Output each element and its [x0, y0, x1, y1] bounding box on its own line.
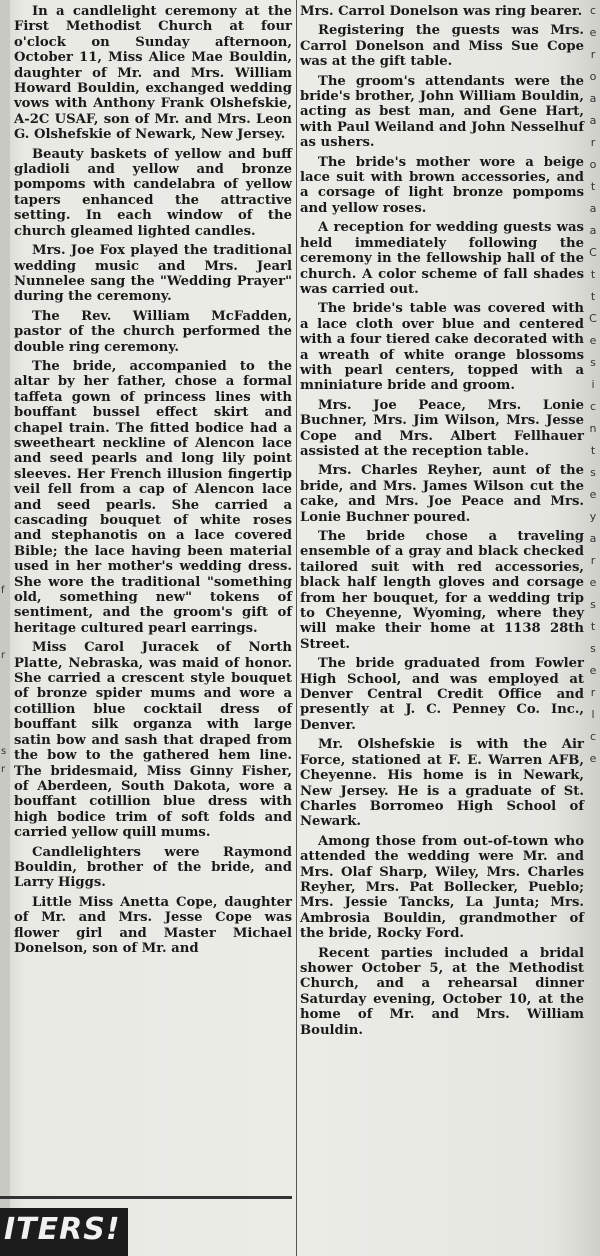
paragraph: Registering the guests was Mrs. Carrol Donelson and Miss Sue Cope was at the gift table.: [300, 23, 584, 70]
paragraph: The groom's attendants were the bride's brother, John William Bouldin, acting as best man, and Gene Hart, with Paul Weiland and John Nesselhuf as ushers.: [300, 73, 584, 151]
right-edge-fragment: y: [589, 510, 597, 523]
right-edge-fragment: c: [589, 730, 597, 743]
paragraph: Mrs. Charles Reyher, aunt of the bride, and Mrs. James Wilson cut the cake, and Mrs. Joe Peace and Mrs. Lonie Buchner poured.: [300, 463, 584, 525]
left-edge-fragments: [0, 0, 10, 1256]
right-edge-fragment: e: [589, 334, 597, 347]
right-edge-fragment: a: [589, 532, 597, 545]
article-left-column: [14, 4, 292, 960]
right-edge-fragment: s: [590, 642, 596, 655]
paragraph: Mrs. Joe Peace, Mrs. Lonie Buchner, Mrs. Jim Wilson, Mrs. Jesse Cope and Mrs. Albert Fellhauer assisted at the reception table.: [300, 397, 584, 459]
right-edge-fragment: a: [589, 92, 597, 105]
paragraph: Among those from out-of-town who attended the wedding were Mr. and Mrs. Olaf Sharp, Wiley, Mrs. Charles Reyher, Mrs. Pat Bollecker, Pueblo; Mrs. Jessie Tancks, La Junta; Mrs. Ambrosia Bouldin, grandmother of the bride, Rocky Ford.: [300, 833, 584, 942]
right-edge-fragment: o: [589, 158, 597, 171]
right-edge-fragment: t: [590, 180, 596, 193]
paragraph: Little Miss Anetta Cope, daughter of Mr. and Mrs. Jesse Cope was flower girl and Master Michael Donelson, son of Mr. and: [14, 894, 292, 956]
right-edge-fragment: s: [590, 598, 596, 611]
right-edge-fragment: e: [589, 752, 597, 765]
paragraph: The bride, accompanied to the altar by her father, chose a formal taffeta gown of princess lines with bouffant bussel effect skirt and chapel train. The fitted bodice had a sweetheart neckline of Alencon lace and seed pearls and long lily point sleeves. Her French illusion fingertip veil fell from a cap of Alencon lace and seed pearls. She carried a cascading bouquet of white roses and stephanotis on a lace covered Bible; the lace having been material used in her mother's wedding dress. She wore the traditional "something old, something new" tokens of sentiment, and the groom's gift of heritage cultured pearl earrings.: [14, 358, 292, 636]
ad-banner-fragment: ITERS!: [0, 1208, 128, 1256]
paragraph: The Rev. William McFadden, pastor of the church performed the double ring ceremony.: [14, 308, 292, 355]
paragraph-continuation: Mrs. Carrol Donelson was ring bearer.: [300, 4, 583, 19]
right-edge-fragment: t: [590, 444, 596, 457]
right-edge-fragment: r: [590, 686, 596, 699]
paragraph: Candlelighters were Raymond Bouldin, brother of the bride, and Larry Higgs.: [14, 844, 292, 891]
paragraph: The bride chose a traveling ensemble of a gray and black checked tailored suit with red accessories, black half length gloves and corsage from her bouquet, for a wedding trip to Cheyenne, Wyoming, where they will make their home at 1138 28th Street.: [300, 529, 584, 652]
right-edge-fragment: a: [589, 114, 597, 127]
banner-rule: [0, 1196, 292, 1199]
paragraph: In a candlelight ceremony at the First Methodist Church at four o'clock on Sunday afternoon, October 11, Miss Alice Mae Bouldin, daughter of Mr. and Mrs. William Howard Bouldin, exchanged wedding vows with Anthony Frank Olshefskie, A-2C USAF, son of Mr. and Mrs. Leon G. Olshefskie of Newark, New Jersey.: [14, 4, 292, 143]
right-edge-fragment: n: [589, 422, 597, 435]
right-edge-fragment: r: [590, 136, 596, 149]
right-edge-fragment: r: [590, 48, 596, 61]
right-edge-fragment: s: [590, 356, 596, 369]
paragraph: Mrs. Joe Fox played the traditional wedding music and Mrs. Jearl Nunnelee sang the "Wedding Prayer" during the ceremony.: [14, 243, 292, 305]
right-edge-fragment: c: [589, 400, 597, 413]
right-edge-fragment: e: [589, 576, 597, 589]
right-edge-fragment: e: [589, 664, 597, 677]
left-edge-fragment: r: [1, 764, 6, 775]
paragraph: A reception for wedding guests was held immediately following the ceremony in the fellowship hall of the church. A color scheme of fall shades was carried out.: [300, 220, 584, 297]
paragraph: Mr. Olshefskie is with the Air Force, stationed at F. E. Warren AFB, Cheyenne. His home is in Newark, New Jersey. He is a graduate of St. Charles Borromeo High School of Newark.: [300, 737, 584, 830]
right-edge-fragment: a: [589, 224, 597, 237]
right-edge-fragment: t: [590, 290, 596, 303]
right-edge-fragment: a: [589, 202, 597, 215]
column-divider: [296, 0, 297, 1256]
right-edge-fragment: l: [591, 708, 595, 721]
right-edge-fragment: o: [589, 70, 597, 83]
left-edge-fragment: s: [1, 746, 7, 757]
right-edge-fragment: t: [590, 620, 596, 633]
paragraph: The bride's table was covered with a lace cloth over blue and centered with a four tiered cake decorated with a wreath of white orange blossoms with pearl centers, topped with a mniniature bride and groom.: [300, 301, 584, 394]
right-edge-fragment: e: [589, 26, 597, 39]
right-edge-fragment: C: [589, 246, 597, 259]
paragraph: The bride graduated from Fowler High School, and was employed at Denver Central Credit Office and presently at J. C. Penney Co. Inc., Denver.: [300, 656, 584, 733]
right-edge-fragments: [586, 0, 600, 1256]
paragraph: The bride's mother wore a beige lace suit with brown accessories, and a corsage of light bronze pompoms and yellow roses.: [300, 154, 584, 216]
left-edge-fragment: f: [1, 585, 5, 596]
paragraph: Recent parties included a bridal shower October 5, at the Methodist Church, and a rehearsal dinner Saturday evening, October 10, at the home of Mr. and Mrs. William Bouldin.: [300, 945, 584, 1038]
paragraph: Beauty baskets of yellow and buff gladioli and yellow and bronze pompoms with candelabra of yellow tapers enhanced the attractive setting. In each window of the church gleamed lighted candles.: [14, 146, 292, 239]
left-edge-fragment: r: [1, 650, 6, 661]
article-right-column: [300, 4, 584, 1042]
right-edge-fragment: e: [589, 488, 597, 501]
right-edge-fragment: C: [589, 312, 597, 325]
right-edge-fragment: s: [590, 466, 596, 479]
right-edge-fragment: r: [590, 554, 596, 567]
right-edge-fragment: t: [590, 268, 596, 281]
paragraph: Miss Carol Juracek of North Platte, Nebraska, was maid of honor. She carried a crescent style bouquet of bronze spider mums and wore a cotillion blue cocktail dress of bouffant silk organza with large satin bow and sash that draped from the bow to the gathered hem line. The bridesmaid, Miss Ginny Fisher, of Aberdeen, South Dakota, wore a bouffant cotillion blue dress with high bodice trim of soft folds and carried yellow quill mums.: [14, 640, 292, 841]
right-edge-fragment: i: [591, 378, 595, 391]
right-edge-fragment: c: [589, 4, 597, 17]
